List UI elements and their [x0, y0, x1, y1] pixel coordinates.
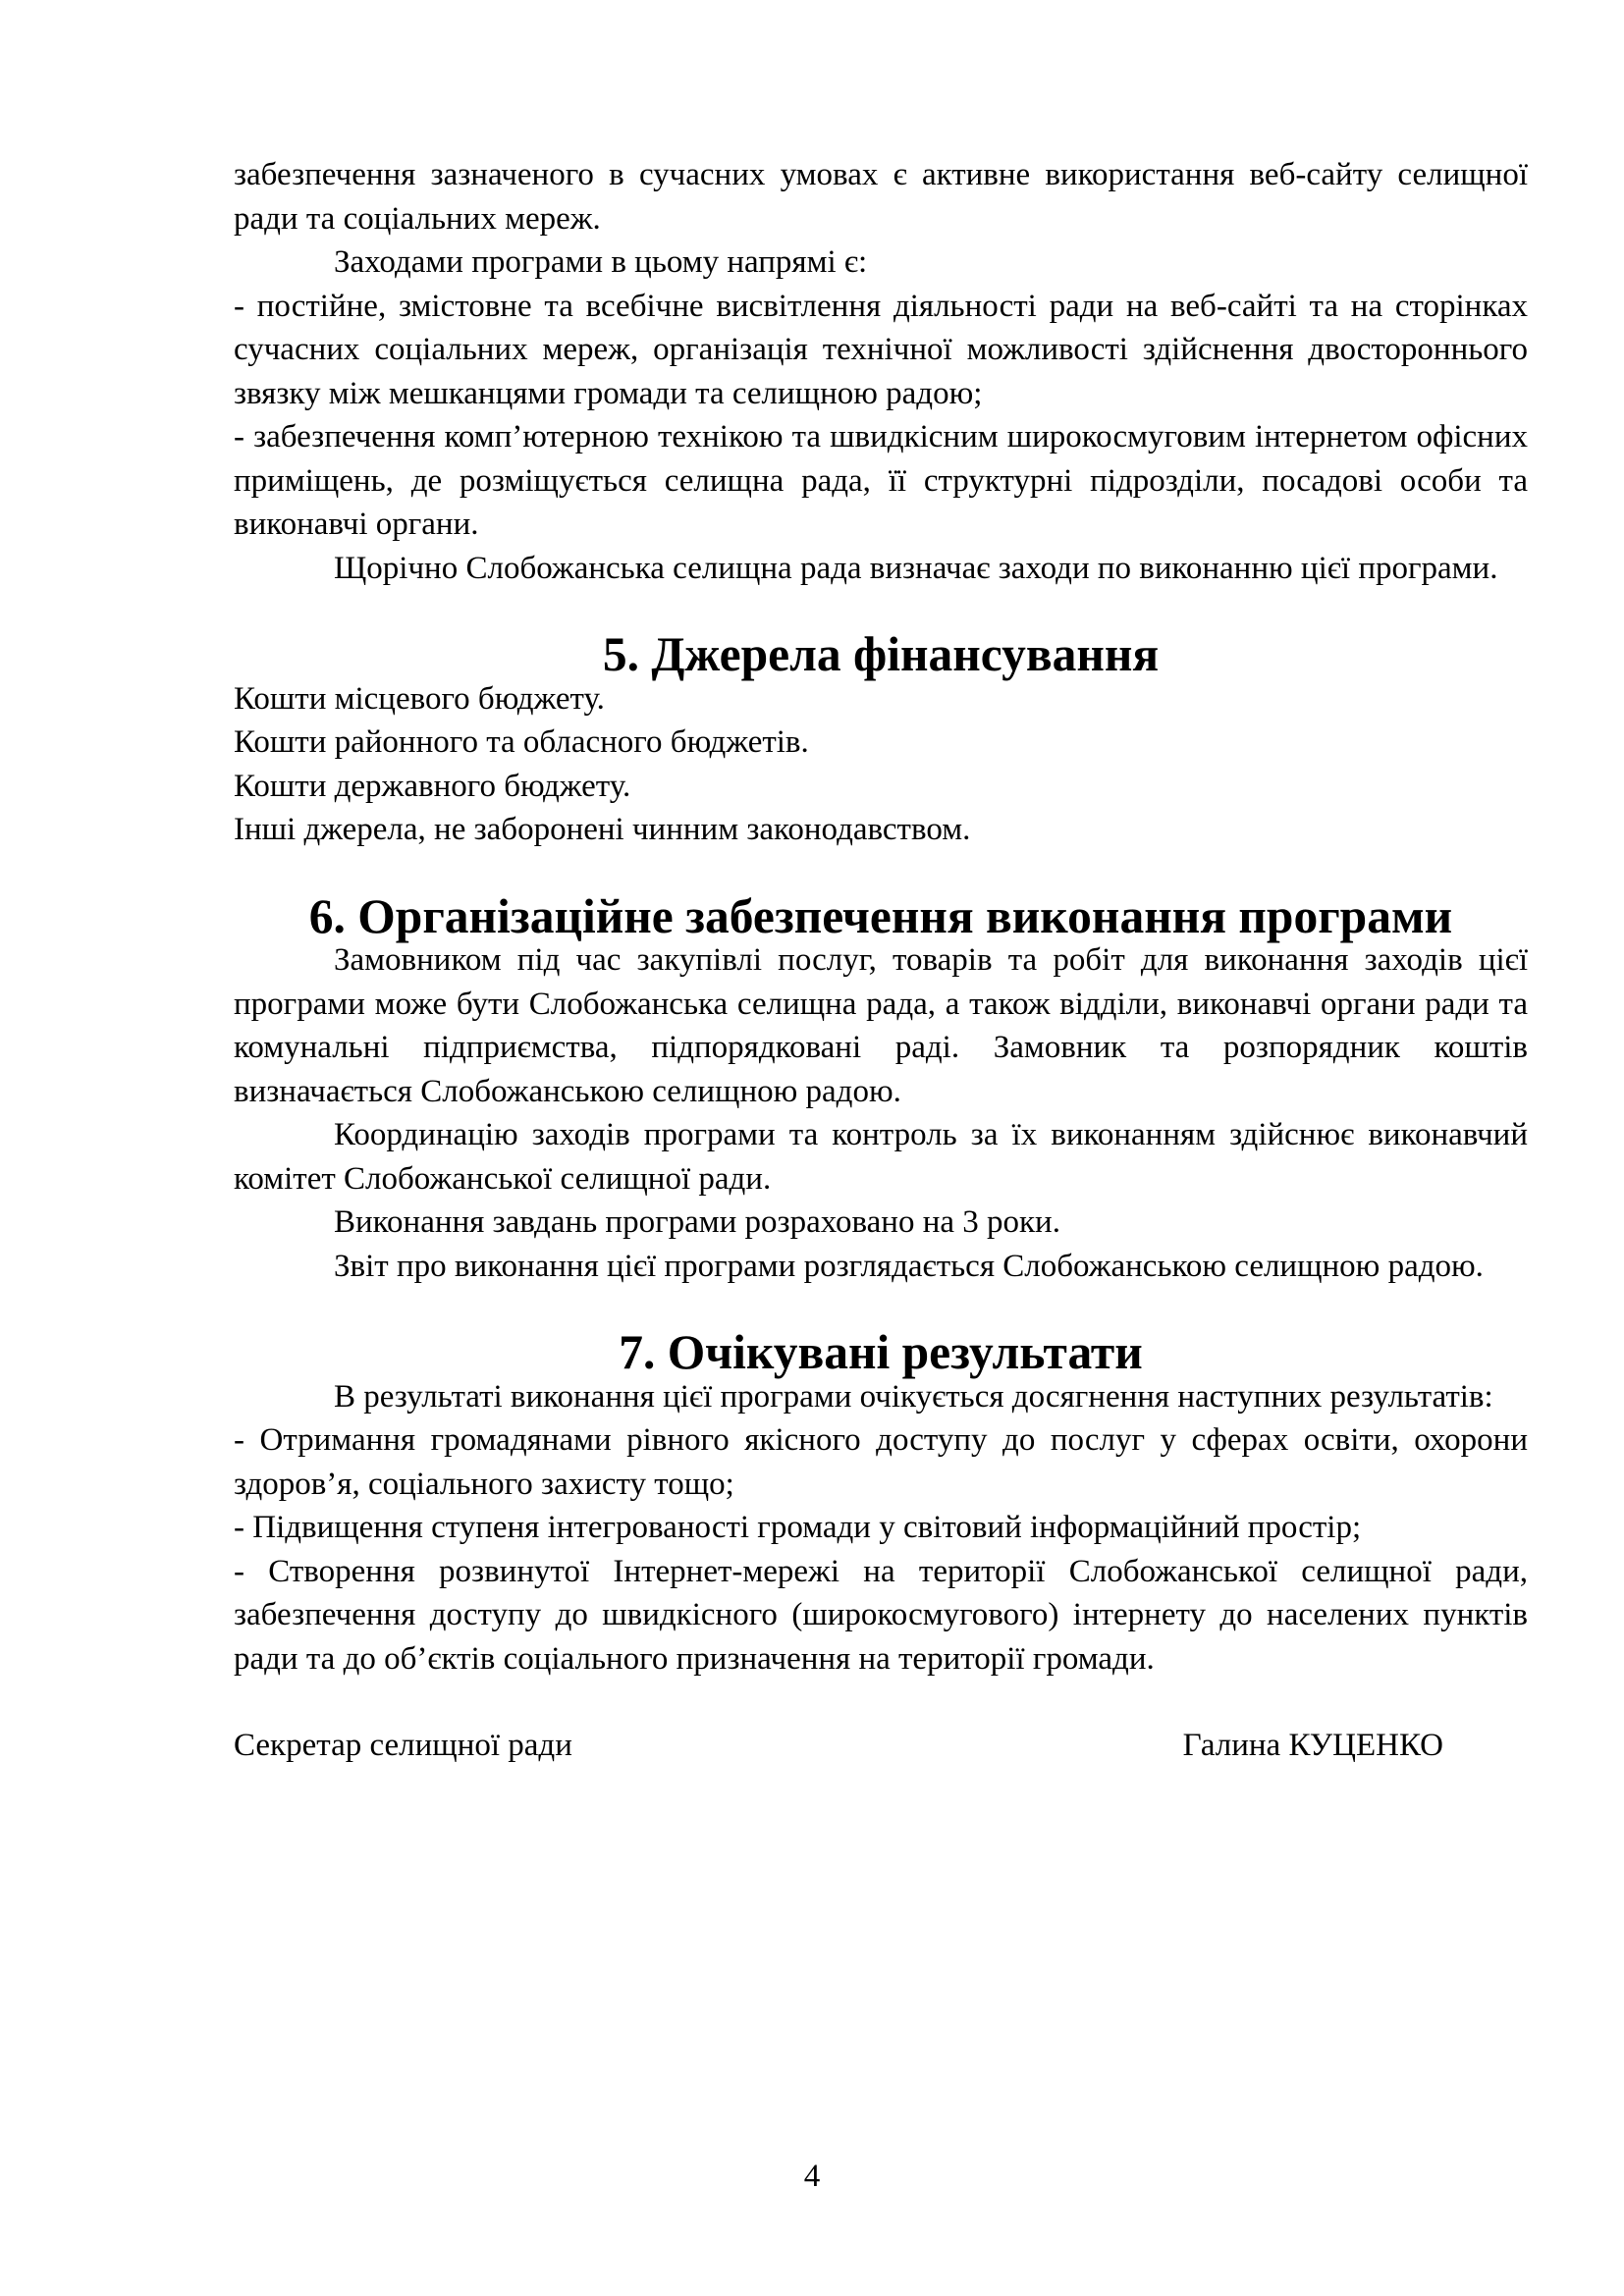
signature-block	[234, 1724, 1528, 1768]
section-7-heading: 7. Очікувані результати	[619, 1325, 1143, 1379]
funding-source-3: Кошти державного бюджету.	[234, 768, 631, 804]
section-6-heading: 6. Організаційне забезпечення виконання програми	[308, 888, 1453, 943]
signature-position: Секретар селищної ради	[234, 1728, 572, 1763]
expected-result-1: - Отримання громадянами рівного якісного доступу до послуг у сферах освіти, охорони здоров’я, соціального захисту тощо;	[234, 1422, 1528, 1502]
intro-list-item-1: - постійне, змістовне та всебічне висвітлення діяльності ради на веб-сайті та на сторінках сучасних соціальних мереж, організація технічної можливості здійснення двостороннього звязку між мешканцями громади та селищною радою;	[234, 288, 1528, 411]
section-6-paragraph-2: Координацію заходів програми та контроль за їх виконанням здійснює виконавчий комітет Слобожанської селищної ради.	[234, 1117, 1528, 1197]
intro-paragraph-1: забезпечення зазначеного в сучасних умовах є активне використання веб-сайту селищної ради та соціальних мереж.	[234, 157, 1528, 237]
intro-paragraph-3: Щорічно Слобожанська селищна рада визначає заходи по виконанню цієї програми.	[334, 550, 1498, 586]
intro-list-item-2: - забезпечення комп’ютерною технікою та швидкісним широкосмуговим інтернетом офісних приміщень, де розміщується селищна рада, її структурні підрозділи, посадові особи та виконавчі органи.	[234, 419, 1528, 542]
funding-source-2: Кошти районного та обласного бюджетів.	[234, 724, 809, 760]
funding-source-1: Кошти місцевого бюджету.	[234, 680, 605, 717]
section-6-paragraph-3: Виконання завдань програми розраховано на 3 роки.	[334, 1204, 1060, 1240]
section-7-intro: В результаті виконання цієї програми очікується досягнення наступних результатів:	[334, 1378, 1493, 1415]
expected-result-3: - Створення розвинутої Інтернет-мережі на території Слобожанської селищної ради, забезпечення доступу до швидкісного (широкосмугового) інтернету до населених пунктів ради та до об’єктів соціального призначення на території громади.	[234, 1553, 1528, 1677]
intro-paragraph-2: Заходами програми в цьому напрямі є:	[334, 244, 868, 280]
section-6-paragraph-1: Замовником під час закупівлі послуг, товарів та робіт для виконання заходів цієї програми може бути Слобожанська селищна рада, а також відділи, виконавчі органи ради та комунальні підприємства, підпорядковані раді. Замовник та розпорядник коштів визначається Слобожанською селищною радою.	[234, 942, 1528, 1109]
section-5-heading: 5. Джерела фінансування	[602, 627, 1160, 681]
section-6-paragraph-4: Звіт про виконання цієї програми розглядається Слобожанською селищною радою.	[334, 1248, 1484, 1284]
section-spacer	[234, 852, 1528, 895]
document-page	[234, 153, 1528, 1768]
funding-source-4: Інші джерела, не заборонені чинним законодавством.	[234, 812, 971, 847]
signature-name: Галина КУЦЕНКО	[1182, 1728, 1443, 1763]
page-number: 4	[803, 2159, 821, 2194]
expected-result-2: - Підвищення ступеня інтегрованості громади у світовий інформаційний простір;	[234, 1510, 1362, 1545]
